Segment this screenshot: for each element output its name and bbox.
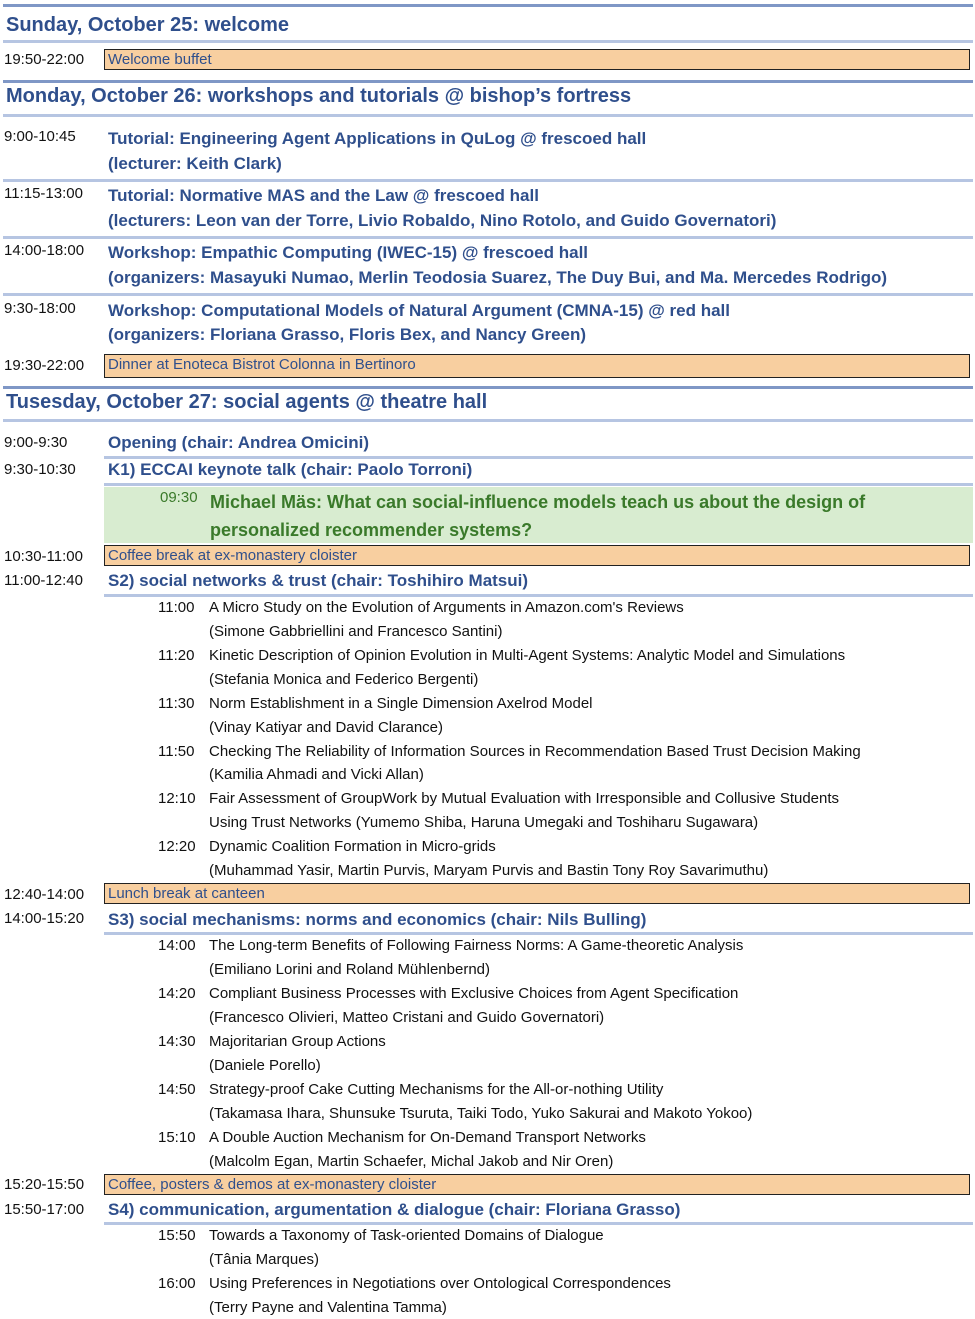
paper-authors: (Simone Gabbriellini and Francesco Santini)	[209, 623, 503, 640]
divider	[3, 293, 973, 296]
session-time: 11:15-13:00	[4, 185, 83, 202]
paper-title: Fair Assessment of GroupWork by Mutual Evaluation with Irresponsible and Collusive Students	[209, 790, 840, 807]
paper-time: 14:50	[158, 1081, 196, 1098]
paper-time: 15:10	[158, 1129, 196, 1146]
day-heading-sunday	[3, 12, 973, 43]
session-title: Tutorial: Engineering Agent Applications in QuLog @ frescoed hall	[108, 129, 647, 148]
coffee-time: 10:30-11:00	[4, 548, 83, 565]
divider	[104, 932, 973, 935]
paper-title: Towards a Taxonomy of Task-oriented Domains of Dialogue	[209, 1227, 604, 1244]
paper-time: 14:00	[158, 937, 196, 954]
paper-time: 11:20	[158, 647, 195, 664]
divider	[104, 594, 973, 597]
paper-time: 11:30	[158, 695, 195, 712]
session-time: 9:30-18:00	[4, 300, 76, 317]
session-people: (organizers: Floriana Grasso, Floris Bex, and Nancy Green)	[108, 325, 587, 344]
session-people: (lecturers: Leon van der Torre, Livio Robaldo, Nino Rotolo, and Guido Governatori)	[108, 211, 777, 230]
coffee-break-label: Coffee break at ex-monastery cloister	[108, 547, 358, 564]
divider	[104, 456, 973, 459]
session-time: 9:00-10:45	[4, 128, 76, 145]
coffee-posters-label: Coffee, posters & demos at ex-monastery cloister	[108, 1176, 437, 1193]
keynote-box	[104, 487, 973, 543]
paper-time: 12:10	[158, 790, 196, 807]
s3-title: S3) social mechanisms: norms and economics (chair: Nils Bulling)	[108, 910, 647, 929]
s4-title: S4) communication, argumentation & dialogue (chair: Floriana Grasso)	[108, 1200, 681, 1219]
keynote-time: 09:30	[160, 489, 198, 506]
coffee-break-bar	[104, 545, 970, 566]
keynote-title: Michael Mäs: What can social-influence models teach us about the design of personalized recommender systems?	[210, 492, 866, 540]
dinner-label: Dinner at Enoteca Bistrot Colonna in Bertinoro	[108, 356, 416, 373]
paper-authors: (Terry Payne and Valentina Tamma)	[209, 1299, 447, 1316]
paper-time: 12:20	[158, 838, 196, 855]
paper-authors: (Takamasa Ihara, Shunsuke Tsuruta, Taiki Todo, Yuko Sakurai and Makoto Yokoo)	[209, 1105, 753, 1122]
paper-title: Kinetic Description of Opinion Evolution in Multi-Agent Systems: Analytic Model and Simulations	[209, 647, 846, 664]
paper-authors: (Francesco Olivieri, Matteo Cristani and Guido Governatori)	[209, 1009, 605, 1026]
session-people: (lecturer: Keith Clark)	[108, 154, 282, 173]
welcome-buffet-label: Welcome buffet	[108, 51, 212, 68]
keynote-slot-time: 9:30-10:30	[4, 461, 76, 478]
paper-authors: (Kamilia Ahmadi and Vicki Allan)	[209, 766, 424, 783]
lunch-time: 12:40-14:00	[4, 886, 85, 903]
day-heading-tuesday	[3, 386, 973, 422]
paper-time: 14:20	[158, 985, 196, 1002]
paper-authors: Using Trust Networks (Yumemo Shiba, Haruna Umegaki and Toshiharu Sugawara)	[209, 814, 759, 831]
session-people: (organizers: Masayuki Numao, Merlin Teodosia Suarez, The Duy Bui, and Ma. Mercedes Rodrigo)	[108, 268, 888, 287]
keynote-session-title: K1) ECCAI keynote talk (chair: Paolo Torroni)	[108, 460, 473, 479]
session-time: 14:00-18:00	[4, 242, 85, 259]
paper-title: Strategy-proof Cake Cutting Mechanisms for the All-or-nothing Utility	[209, 1081, 664, 1098]
session-title: Workshop: Empathic Computing (IWEC-15) @ frescoed hall	[108, 243, 589, 262]
paper-authors: (Daniele Porello)	[209, 1057, 321, 1074]
buffet-time: 19:50-22:00	[4, 51, 85, 68]
divider	[3, 4, 973, 7]
paper-title: A Micro Study on the Evolution of Arguments in Amazon.com's Reviews	[209, 599, 684, 616]
paper-title: Using Preferences in Negotiations over Ontological Correspondences	[209, 1275, 671, 1292]
paper-authors: (Emiliano Lorini and Roland Mühlenbernd)	[209, 961, 490, 978]
divider	[3, 236, 973, 239]
paper-time: 11:50	[158, 743, 195, 760]
paper-title: Majoritarian Group Actions	[209, 1033, 386, 1050]
paper-time: 14:30	[158, 1033, 196, 1050]
coffee-posters-bar	[104, 1174, 970, 1195]
paper-authors: (Vinay Katiyar and David Clarance)	[209, 719, 444, 736]
paper-authors: (Muhammad Yasir, Martin Purvis, Maryam Purvis and Bastin Tony Roy Savarimuthu)	[209, 862, 769, 879]
paper-title: A Double Auction Mechanism for On-Demand Transport Networks	[209, 1129, 646, 1146]
day-heading-text: Monday, October 26: workshops and tutorials @ bishop’s fortress	[6, 85, 632, 107]
paper-title: Dynamic Coalition Formation in Micro-grids	[209, 838, 496, 855]
paper-authors: (Malcolm Egan, Martin Schaefer, Michal Jakob and Nir Oren)	[209, 1153, 614, 1170]
lunch-break-label: Lunch break at canteen	[108, 885, 265, 902]
paper-authors: (Stefania Monica and Federico Bergenti)	[209, 671, 479, 688]
paper-time: 15:50	[158, 1227, 196, 1244]
paper-title: The Long-term Benefits of Following Fairness Norms: A Game-theoretic Analysis	[209, 937, 744, 954]
dinner-bar	[104, 354, 970, 378]
divider	[104, 1222, 973, 1225]
paper-time: 16:00	[158, 1275, 196, 1292]
coffee2-time: 15:20-15:50	[4, 1176, 85, 1193]
session-title: Tutorial: Normative MAS and the Law @ frescoed hall	[108, 186, 539, 205]
day-heading-text: Sunday, October 25: welcome	[6, 14, 290, 36]
paper-title: Norm Establishment in a Single Dimension Axelrod Model	[209, 695, 593, 712]
divider	[104, 483, 973, 486]
s3-time: 14:00-15:20	[4, 910, 85, 927]
day-heading-monday	[3, 80, 973, 117]
lunch-break-bar	[104, 883, 970, 904]
opening-time: 9:00-9:30	[4, 434, 68, 451]
paper-title: Compliant Business Processes with Exclusive Choices from Agent Specification	[209, 985, 739, 1002]
day-heading-text: Tusesday, October 27: social agents @ theatre hall	[6, 391, 488, 413]
s2-title: S2) social networks & trust (chair: Toshihiro Matsui)	[108, 571, 529, 590]
paper-authors: (Tânia Marques)	[209, 1251, 320, 1268]
paper-time: 11:00	[158, 599, 195, 616]
opening-title: Opening (chair: Andrea Omicini)	[108, 433, 370, 452]
welcome-buffet-bar	[104, 49, 970, 70]
paper-title: Checking The Reliability of Information Sources in Recommendation Based Trust Decision Making	[209, 743, 861, 760]
s4-time: 15:50-17:00	[4, 1201, 85, 1218]
s2-time: 11:00-12:40	[4, 572, 83, 589]
session-title: Workshop: Computational Models of Natural Argument (CMNA-15) @ red hall	[108, 301, 730, 320]
dinner-time: 19:30-22:00	[4, 357, 85, 374]
divider	[3, 179, 973, 182]
